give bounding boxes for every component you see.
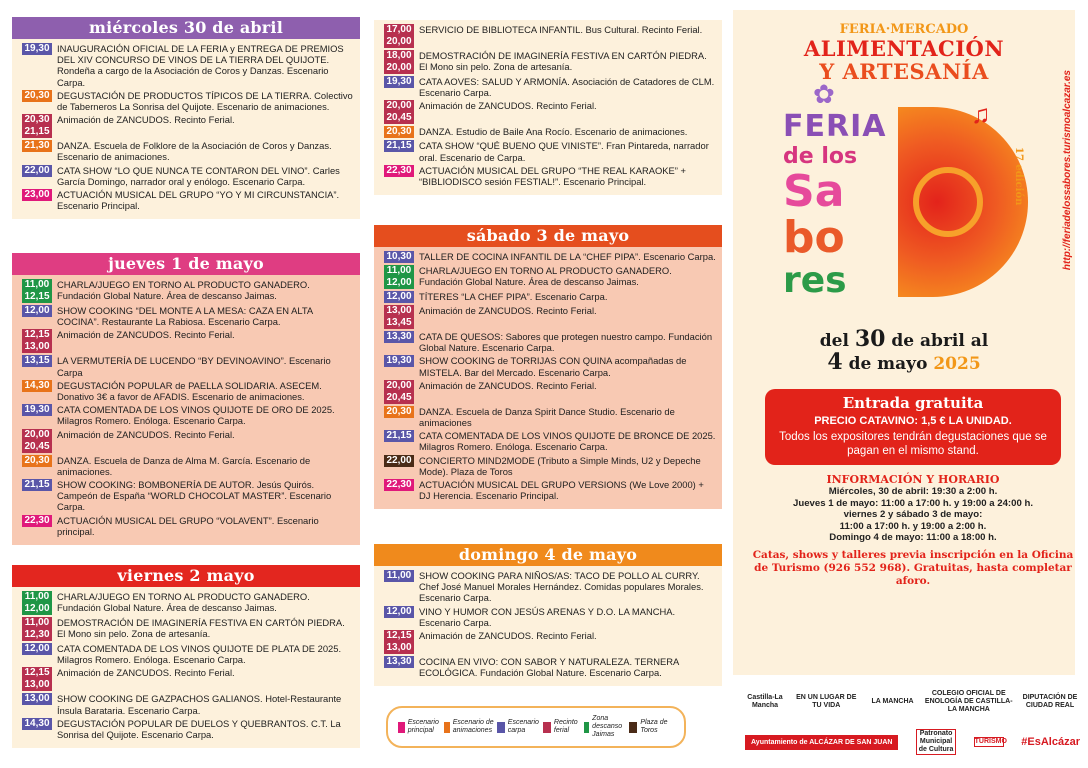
cover-panel [733, 10, 1075, 675]
time-badge: 13,00 [22, 693, 52, 705]
event-times [22, 718, 52, 730]
event-description: CHARLA/JUEGO EN TORNO AL PRODUCTO GANADERO. Fundación Global Nature. Área de descanso Jaimas. [57, 279, 310, 302]
day-events [374, 20, 722, 195]
event-description: ACTUACIÓN MUSICAL DEL GRUPO “VOLAVENT”. Escenario principal. [57, 514, 319, 537]
vinyl-record-graphic [898, 107, 1028, 297]
time-badge: 20,00 [384, 100, 414, 112]
event-item [22, 479, 354, 513]
legend-item-animaciones [444, 719, 497, 735]
event-description: Animación de ZANCUDOS. Recinto Ferial. [419, 630, 597, 642]
time-badge: 20,45 [384, 392, 414, 404]
patronato-cultura-logo: Patronato Municipal de Cultura [916, 729, 956, 755]
event-item [22, 591, 354, 615]
event-times [22, 165, 52, 177]
event-item [384, 331, 716, 353]
time-badge: 18,00 [384, 50, 414, 62]
time-badge: 20,45 [22, 441, 52, 453]
time-badge: 12,00 [384, 606, 414, 618]
time-badge: 12,15 [384, 630, 414, 642]
time-badge: 11,00 [22, 617, 52, 629]
event-times [384, 305, 414, 329]
event-times [384, 570, 414, 582]
time-badge: 14,30 [22, 380, 52, 392]
event-item [384, 380, 716, 404]
event-description: CATA COMENTADA DE LOS VINOS QUIJOTE DE BRONCE DE 2025. Milagros Romero. Enóloga. Escenario Carpa. [419, 430, 716, 453]
event-description: DEMOSTRACIÓN DE IMAGINERÍA FESTIVA EN CARTÓN PIEDRA. El Mono sin pelo. Zona de artesanía. [419, 50, 707, 73]
event-description: VINO Y HUMOR CON JESÚS ARENAS Y D.O. LA MANCHA. Escenario Carpa. [419, 605, 676, 628]
event-item [384, 76, 716, 98]
event-description: Animación de ZANCUDOS. Recinto Ferial. [57, 667, 235, 679]
logo-sa: Sa [783, 166, 845, 217]
legend-label: Zona descanso Jaimas [592, 715, 623, 738]
event-times [384, 140, 414, 152]
day-events [12, 275, 360, 545]
cover-title-line1: ALIMENTACIÓN [803, 36, 1005, 61]
time-badge: 21,15 [22, 126, 52, 138]
time-badge: 11,00 [384, 265, 414, 277]
event-item [22, 515, 354, 537]
info-schedule [733, 473, 1075, 588]
logo-delos: de los [783, 144, 858, 169]
event-item [22, 189, 354, 211]
legend-label: Escenario de animaciones [452, 719, 494, 734]
event-description: CATA DE QUESOS: Sabores que protegen nuestro campo. Fundación Global Nature. Escenario Carpa. [419, 331, 713, 354]
diputacion-ciudad-real-logo: DIPUTACIÓN DE CIUDAD REAL [1022, 694, 1078, 709]
legend-item-principal [398, 719, 444, 735]
time-badge: 13,00 [384, 642, 414, 654]
sponsor-logos [745, 682, 1080, 766]
event-item [384, 265, 716, 289]
event-description: Animación de ZANCUDOS. Recinto Ferial. [57, 114, 235, 126]
event-times [384, 126, 414, 138]
event-item [384, 100, 716, 124]
feria-de-los-sabores-logo [733, 79, 1075, 337]
day-header: sábado 3 de mayo [374, 225, 722, 247]
event-times [384, 656, 414, 668]
event-times [384, 479, 414, 491]
day-friday [12, 565, 360, 748]
event-description: Animación de ZANCUDOS. Recinto Ferial. [419, 100, 597, 112]
time-badge: 20,30 [22, 90, 52, 102]
en-un-lugar-logo: EN UN LUGAR DE TU VIDA [796, 694, 857, 709]
time-badge: 21,15 [384, 430, 414, 442]
event-times [22, 693, 52, 705]
entry-note: Todos los expositores tendrán degustaciones que se pagan en el mismo stand. [779, 431, 1047, 457]
event-item [22, 380, 354, 402]
event-item [384, 165, 716, 187]
event-times [384, 100, 414, 124]
day-header: miércoles 30 de abril [12, 17, 360, 39]
info-line: Jueves 1 de mayo: 11:00 a 17:00 h. y 19:00 a 24:00 h. [793, 497, 1033, 509]
cover-title-line2: Y ARTESANÍA [819, 59, 989, 84]
event-description: DEGUSTACIÓN DE PRODUCTOS TÍPICOS DE LA TIERRA. Colectivo de Taberneros La Sonrisa del Quijote. Escenario de animaciones. [57, 89, 353, 113]
event-item [384, 570, 716, 604]
event-description: Animación de ZANCUDOS. Recinto Ferial. [57, 329, 235, 341]
info-title: INFORMACIÓN Y HORARIO [826, 473, 1000, 486]
legend-item-ferial [543, 719, 584, 735]
event-item [384, 305, 716, 329]
event-description: CATA SHOW “LO QUE NUNCA TE CONTARON DEL VINO”. Carles García Domingo, narrador oral y enólogo. Escenario Carpa. [57, 164, 340, 187]
entry-price: PRECIO CATAVINO: 1,5 € LA UNIDAD. [814, 415, 1012, 427]
legend-swatch [584, 722, 590, 733]
time-badge: 11,00 [22, 279, 52, 291]
time-badge: 22,30 [384, 165, 414, 177]
event-times [384, 251, 414, 263]
event-description: CATA COMENTADA DE LOS VINOS QUIJOTE DE PLATA DE 2025. Milagros Romero. Enóloga. Escenario Carpa. [57, 643, 342, 666]
info-line: Miércoles, 30 de abril: 19:30 a 2:00 h. [828, 486, 998, 497]
event-times [22, 305, 52, 317]
event-times [384, 630, 414, 654]
event-description: SHOW COOKING “DEL MONTE A LA MESA: CAZA EN ALTA COCINA”. Restaurante La Rabiosa. Escenario Carpa. [57, 305, 313, 328]
time-badge: 20,30 [384, 406, 414, 418]
event-description: INAUGURACIÓN OFICIAL DE LA FERIA y ENTREGA DE PREMIOS DEL XIV CONCURSO DE VINOS DE LA TIERRA DEL QUIJOTE. Rondeña a cargo de la Asociación de Coros y Danzas. Escenario Carpa. [57, 43, 344, 88]
event-description: CHARLA/JUEGO EN TORNO AL PRODUCTO GANADERO. Fundación Global Nature. Área de descanso Jaimas. [419, 265, 672, 288]
time-badge: 20,00 [384, 62, 414, 74]
event-description: TALLER DE COCINA INFANTIL DE LA “CHEF PIPA”. Escenario Carpa. [419, 251, 716, 262]
logo-bo: bo [783, 212, 845, 263]
event-description: SHOW COOKING: BOMBONERÍA DE AUTOR. Jesús Quirós. Campeón de España “WORLD CHOCOLAT MASTER”. Escenario Carpa. [57, 479, 332, 513]
event-description: SERVICIO DE BIBLIOTECA INFANTIL. Bus Cultural. Recinto Ferial. [419, 24, 703, 35]
event-times [384, 355, 414, 367]
time-badge: 11,00 [384, 570, 414, 582]
time-badge: 12,00 [384, 291, 414, 303]
music-note-icon: ♫ [971, 99, 991, 129]
event-times [384, 24, 414, 48]
info-line: viernes 2 y sábado 3 de mayo: [843, 509, 983, 520]
cover-kicker: FERIA·MERCADO [839, 22, 969, 37]
event-times [384, 50, 414, 74]
legend-item-carpa [497, 719, 543, 735]
time-badge: 21,15 [384, 140, 414, 152]
event-description: ACTUACIÓN MUSICAL DEL GRUPO “YO Y MI CIRCUNSTANCIA”. Escenario Principal. [57, 189, 340, 212]
info-line: 11:00 a 17:00 h. y 19:00 a 2:00 h. [839, 520, 987, 532]
time-badge: 12,15 [22, 329, 52, 341]
time-badge: 20,30 [384, 126, 414, 138]
event-item [22, 667, 354, 691]
event-item [22, 643, 354, 665]
time-badge: 13,15 [22, 355, 52, 367]
time-badge: 23,00 [22, 189, 52, 201]
time-badge: 13,00 [384, 305, 414, 317]
event-times [22, 355, 52, 367]
event-times [22, 404, 52, 416]
event-times [22, 429, 52, 453]
day-events [12, 39, 360, 219]
event-description: CATA COMENTADA DE LOS VINOS QUIJOTE DE ORO DE 2025. Milagros Romero. Enóloga. Escenario Carpa. [57, 404, 335, 427]
dates-month2: de mayo [848, 354, 928, 374]
event-item [22, 279, 354, 303]
time-badge: 21,15 [22, 479, 52, 491]
event-times [22, 189, 52, 201]
event-times [22, 667, 52, 691]
dates-day2: 4 [827, 349, 843, 375]
event-item [22, 114, 354, 138]
event-item [22, 404, 354, 426]
event-item [384, 140, 716, 162]
sponsor-row-1 [745, 682, 1080, 722]
castilla-la-mancha-logo: Castilla-La Mancha [747, 694, 783, 709]
event-description: CATA SHOW “QUÉ BUENO QUE VINISTE”. Fran Pintareda, narrador oral. Escenario de Carpa. [419, 140, 709, 163]
event-description: DEGUSTACIÓN POPULAR de PAELLA SOLIDARIA. ASECEM. Donativo 3€ a favor de AFADIS. Escenario de animaciones. [57, 379, 322, 403]
time-badge: 22,00 [22, 165, 52, 177]
time-badge: 12,00 [384, 277, 414, 289]
es-alcazar-hashtag: #EsAlcázar [1021, 736, 1080, 748]
time-badge: 12,30 [22, 629, 52, 641]
day-events [374, 247, 722, 509]
event-description: LA VERMUTERÍA DE LUCENDO “BY DEVINOAVINO”. Escenario Carpa [57, 355, 331, 378]
event-times [384, 455, 414, 467]
time-badge: 19,30 [22, 43, 52, 55]
legend-swatch [497, 722, 505, 733]
event-description: DANZA. Escuela de Danza de Alma M. García. Escenario de animaciones. [57, 454, 311, 477]
time-badge: 19,30 [384, 76, 414, 88]
event-item [384, 606, 716, 628]
event-times [22, 90, 52, 102]
event-description: TÍTERES “LA CHEF PIPA”. Escenario Carpa. [419, 291, 608, 302]
event-description: CATA AOVES: SALUD Y ARMONÍA. Asociación de Catadores de CLM. Escenario Carpa. [419, 76, 715, 99]
event-description: CONCIERTO MIND2MODE (Tributo a Simple Minds, U2 y Depeche Mode). Plaza de Toros [419, 454, 701, 477]
time-badge: 20,30 [22, 114, 52, 126]
event-item [384, 656, 716, 678]
event-description: ACTUACIÓN MUSICAL DEL GRUPO “THE REAL KARAOKE” + “BIBLIODISCO sesión FESTIAL!”. Escenario Principal. [419, 164, 686, 188]
event-item [22, 329, 354, 353]
event-item [384, 50, 716, 74]
la-mancha-logo: LA MANCHA [871, 698, 914, 705]
time-badge: 20,00 [384, 36, 414, 48]
event-times [384, 406, 414, 418]
time-badge: 12,00 [22, 305, 52, 317]
turismo-logo: TURISMO [974, 738, 1007, 745]
event-item [22, 165, 354, 187]
event-item [384, 126, 716, 138]
event-item [22, 617, 354, 641]
time-badge: 19,30 [22, 404, 52, 416]
legend-label: Recinto ferial [553, 719, 578, 734]
time-badge: 12,00 [22, 643, 52, 655]
registration-note: Catas, shows y talleres previa inscripción en la Oficina de Turismo (926 552 968). Gratuitas, hasta completar aforo. [752, 548, 1074, 587]
event-item [22, 43, 354, 88]
legend-label: Escenario principal [407, 719, 439, 734]
legend-item-toros [629, 719, 674, 735]
day-sunday [374, 544, 722, 686]
event-description: DEMOSTRACIÓN DE IMAGINERÍA FESTIVA EN CARTÓN PIEDRA. El Mono sin pelo. Zona de artesanía. [57, 617, 345, 640]
event-times [22, 591, 52, 615]
event-item [22, 140, 354, 162]
time-badge: 12,15 [22, 667, 52, 679]
event-times [384, 606, 414, 618]
event-item [384, 430, 716, 452]
day-wednesday [12, 17, 360, 219]
time-badge: 12,00 [22, 603, 52, 615]
website-link[interactable]: http://feriadelossabores.turismoalcazar.es [1062, 70, 1073, 271]
event-times [22, 455, 52, 467]
event-item [384, 630, 716, 654]
time-badge: 12,15 [22, 291, 52, 303]
event-description: COCINA EN VIVO: CON SABOR Y NATURALEZA. TERNERA ECOLÓGICA. Fundación Global Nature. Escenario Carpa. [419, 656, 679, 679]
event-item [22, 718, 354, 740]
event-times [22, 279, 52, 303]
time-badge: 13,30 [384, 656, 414, 668]
info-line: Domingo 4 de mayo: 11:00 a 18:00 h. [829, 532, 997, 543]
time-badge: 10,30 [384, 251, 414, 263]
event-times [22, 43, 52, 55]
event-item [22, 90, 354, 112]
event-times [22, 329, 52, 353]
legend-swatch [444, 722, 450, 733]
event-times [22, 643, 52, 655]
event-times [384, 291, 414, 303]
legend-swatch [629, 722, 637, 733]
event-description: SHOW COOKING PARA NIÑOS/AS: TACO DE POLLO AL CURRY. Chef José Manuel Morales Hernández. Comidas populares Morales. Escenario Carpa. [419, 570, 704, 604]
event-times [22, 114, 52, 138]
time-badge: 20,00 [384, 380, 414, 392]
time-badge: 17,00 [384, 24, 414, 36]
event-description: ACTUACIÓN MUSICAL DEL GRUPO VERSIONS (We Love 2000) + DJ Herencia. Escenario Principal. [419, 479, 704, 502]
legend-label: Plaza de Toros [640, 719, 668, 734]
time-badge: 20,30 [22, 455, 52, 467]
event-item [384, 479, 716, 501]
time-badge: 22,30 [384, 479, 414, 491]
event-description: Animación de ZANCUDOS. Recinto Ferial. [419, 305, 597, 316]
time-badge: 13,00 [22, 679, 52, 691]
event-times [22, 380, 52, 392]
event-item [384, 406, 716, 428]
time-badge: 20,45 [384, 112, 414, 124]
dates-pre: del [819, 331, 849, 351]
event-times [22, 479, 52, 491]
time-badge: 13,45 [384, 317, 414, 329]
legend-item-jaimas [584, 715, 630, 739]
dates-day1: 30 [854, 326, 886, 352]
day-header: domingo 4 de mayo [374, 544, 722, 566]
event-item [22, 429, 354, 453]
time-badge: 22,30 [22, 515, 52, 527]
event-item [22, 455, 354, 477]
entry-title: Entrada gratuita [842, 394, 984, 412]
event-times [384, 331, 414, 343]
time-badge: 20,00 [22, 429, 52, 441]
event-item [22, 305, 354, 327]
venue-legend [386, 706, 686, 748]
event-description: DANZA. Estudio de Baile Ana Rocío. Escenario de animaciones. [419, 126, 688, 138]
legend-label: Escenario carpa [507, 719, 539, 734]
time-badge: 13,00 [22, 341, 52, 353]
edition-label: 17 edición [1013, 147, 1024, 206]
day-header: jueves 1 de mayo [12, 253, 360, 275]
event-description: Animación de ZANCUDOS. Recinto Ferial. [57, 428, 235, 440]
event-item [22, 355, 354, 377]
event-times [22, 515, 52, 527]
ayuntamiento-logo: Ayuntamiento de ALCÁZAR DE SAN JUAN [745, 735, 898, 750]
time-badge: 13,30 [384, 331, 414, 343]
event-item [384, 355, 716, 377]
day-friday-continued [374, 20, 722, 195]
event-item [384, 251, 716, 263]
legend-swatch [543, 722, 551, 733]
time-badge: 19,30 [384, 355, 414, 367]
day-events [12, 587, 360, 748]
logo-feria: FERIA [783, 109, 887, 144]
colegio-enologia-logo: COLEGIO OFICIAL DE ENOLOGÍA DE CASTILLA-LA MANCHA [924, 690, 1013, 713]
event-times [384, 265, 414, 289]
event-times [384, 430, 414, 442]
event-times [384, 165, 414, 177]
event-description: DANZA. Escuela de Danza Spirit Dance Studio. Escenario de animaciones [419, 405, 675, 429]
time-badge: 22,00 [384, 455, 414, 467]
event-description: DANZA. Escuela de Folklore de la Asociación de Coros y Danzas. Escenario de animaciones. [57, 140, 332, 163]
legend-swatch [398, 722, 405, 733]
logo-wordmark [783, 109, 893, 301]
event-description: SHOW COOKING de TORRIJAS CON QUINA acompañadas de MISTELA. Bar del Mercado. Escenario Carpa. [419, 355, 687, 378]
event-description: DEGUSTACIÓN POPULAR DE DUELOS Y QUEBRANTOS. C.T. La Sonrisa del Quijote. Escenario Carpa. [57, 717, 341, 741]
event-description: Animación de ZANCUDOS. Recinto Ferial. [419, 379, 597, 391]
event-item [384, 291, 716, 303]
event-times [384, 380, 414, 404]
event-description: CHARLA/JUEGO EN TORNO AL PRODUCTO GANADERO. Fundación Global Nature. Área de descanso Jaimas. [57, 591, 310, 614]
sponsor-row-2 [745, 722, 1080, 762]
event-times [22, 617, 52, 641]
event-item [384, 24, 716, 48]
dates-year: 2025 [933, 354, 981, 374]
free-entry-box [765, 389, 1061, 465]
logo-res: res [783, 260, 847, 301]
event-times [22, 140, 52, 152]
time-badge: 21,30 [22, 140, 52, 152]
event-description: SHOW COOKING DE GAZPACHOS GALIANOS. Hotel-Restaurante Ínsula Barataria. Escenario Carpa. [57, 693, 342, 716]
day-thursday [12, 253, 360, 545]
saffron-flower-icon: ✿ [813, 79, 835, 109]
event-item [22, 693, 354, 715]
event-item [384, 455, 716, 477]
day-saturday [374, 225, 722, 509]
day-header: viernes 2 mayo [12, 565, 360, 587]
time-badge: 11,00 [22, 591, 52, 603]
dates-mid: de abril al [891, 331, 989, 351]
cover-title-block [733, 10, 1075, 83]
event-times [384, 76, 414, 88]
time-badge: 14,30 [22, 718, 52, 730]
day-events [374, 566, 722, 686]
